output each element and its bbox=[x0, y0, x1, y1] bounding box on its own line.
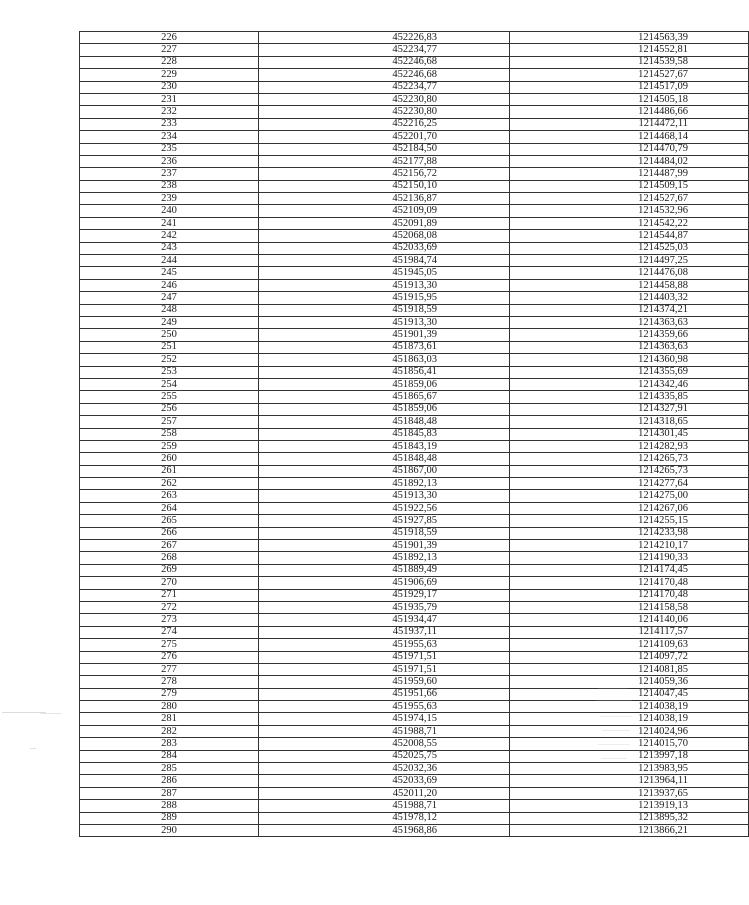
point-number-cell: 279 bbox=[80, 688, 259, 700]
y-coordinate-cell: 1214342,46 bbox=[510, 378, 749, 390]
point-number-cell: 272 bbox=[80, 601, 259, 613]
y-coordinate-cell: 1214472,11 bbox=[510, 118, 749, 130]
x-coordinate-cell: 451951,66 bbox=[259, 688, 510, 700]
x-coordinate-cell: 451892,13 bbox=[259, 478, 510, 490]
x-coordinate-cell: 451848,48 bbox=[259, 416, 510, 428]
x-coordinate-cell: 451913,30 bbox=[259, 279, 510, 291]
point-number-cell: 241 bbox=[80, 217, 259, 229]
x-coordinate-cell: 451955,63 bbox=[259, 639, 510, 651]
table-row bbox=[80, 787, 749, 799]
point-number-cell: 258 bbox=[80, 428, 259, 440]
x-coordinate-cell: 451974,15 bbox=[259, 713, 510, 725]
table-row bbox=[80, 738, 749, 750]
x-coordinate-cell: 451848,48 bbox=[259, 453, 510, 465]
y-coordinate-cell: 1214190,33 bbox=[510, 552, 749, 564]
y-coordinate-cell: 1214532,96 bbox=[510, 205, 749, 217]
x-coordinate-cell: 451906,69 bbox=[259, 577, 510, 589]
table-row bbox=[80, 825, 749, 837]
y-coordinate-cell: 1214517,09 bbox=[510, 81, 749, 93]
x-coordinate-cell: 452011,20 bbox=[259, 787, 510, 799]
table-row bbox=[80, 701, 749, 713]
y-coordinate-cell: 1214487,99 bbox=[510, 168, 749, 180]
x-coordinate-cell: 451945,05 bbox=[259, 267, 510, 279]
table-row bbox=[80, 676, 749, 688]
scan-artifact bbox=[596, 700, 632, 701]
point-number-cell: 290 bbox=[80, 825, 259, 837]
table-row bbox=[80, 515, 749, 527]
scan-artifact bbox=[598, 744, 630, 745]
table-row bbox=[80, 663, 749, 675]
point-number-cell: 249 bbox=[80, 316, 259, 328]
x-coordinate-cell: 451988,71 bbox=[259, 725, 510, 737]
table-row bbox=[80, 725, 749, 737]
table-row bbox=[80, 812, 749, 824]
point-number-cell: 228 bbox=[80, 56, 259, 68]
table-row bbox=[80, 304, 749, 316]
table-row bbox=[80, 775, 749, 787]
y-coordinate-cell: 1214318,65 bbox=[510, 416, 749, 428]
point-number-cell: 270 bbox=[80, 577, 259, 589]
point-number-cell: 237 bbox=[80, 168, 259, 180]
y-coordinate-cell: 1214363,63 bbox=[510, 341, 749, 353]
x-coordinate-cell: 452033,69 bbox=[259, 775, 510, 787]
table-row bbox=[80, 750, 749, 762]
table-row bbox=[80, 453, 749, 465]
y-coordinate-cell: 1214458,88 bbox=[510, 279, 749, 291]
table-row bbox=[80, 378, 749, 390]
x-coordinate-cell: 452246,68 bbox=[259, 69, 510, 81]
point-number-cell: 288 bbox=[80, 800, 259, 812]
table-row bbox=[80, 403, 749, 415]
point-number-cell: 264 bbox=[80, 502, 259, 514]
point-number-cell: 248 bbox=[80, 304, 259, 316]
y-coordinate-cell: 1214509,15 bbox=[510, 180, 749, 192]
table-row bbox=[80, 217, 749, 229]
point-number-cell: 229 bbox=[80, 69, 259, 81]
y-coordinate-cell: 1214525,03 bbox=[510, 242, 749, 254]
x-coordinate-cell: 452234,77 bbox=[259, 81, 510, 93]
point-number-cell: 243 bbox=[80, 242, 259, 254]
x-coordinate-cell: 451892,13 bbox=[259, 552, 510, 564]
y-coordinate-cell: 1214563,39 bbox=[510, 32, 749, 44]
point-number-cell: 275 bbox=[80, 639, 259, 651]
point-number-cell: 227 bbox=[80, 44, 259, 56]
point-number-cell: 276 bbox=[80, 651, 259, 663]
table-row bbox=[80, 44, 749, 56]
point-number-cell: 232 bbox=[80, 106, 259, 118]
point-number-cell: 253 bbox=[80, 366, 259, 378]
x-coordinate-cell: 452008,55 bbox=[259, 738, 510, 750]
table-row bbox=[80, 168, 749, 180]
x-coordinate-cell: 452201,70 bbox=[259, 131, 510, 143]
y-coordinate-cell: 1214275,00 bbox=[510, 490, 749, 502]
x-coordinate-cell: 451915,95 bbox=[259, 292, 510, 304]
y-coordinate-cell: 1214024,96 bbox=[510, 725, 749, 737]
scan-artifact bbox=[40, 713, 62, 714]
x-coordinate-cell: 451901,39 bbox=[259, 329, 510, 341]
point-number-cell: 238 bbox=[80, 180, 259, 192]
point-number-cell: 257 bbox=[80, 416, 259, 428]
y-coordinate-cell: 1214327,91 bbox=[510, 403, 749, 415]
y-coordinate-cell: 1214038,19 bbox=[510, 713, 749, 725]
x-coordinate-cell: 452091,89 bbox=[259, 217, 510, 229]
table-row bbox=[80, 651, 749, 663]
point-number-cell: 263 bbox=[80, 490, 259, 502]
point-number-cell: 256 bbox=[80, 403, 259, 415]
y-coordinate-cell: 1214403,32 bbox=[510, 292, 749, 304]
table-row bbox=[80, 106, 749, 118]
point-number-cell: 246 bbox=[80, 279, 259, 291]
x-coordinate-cell: 451873,61 bbox=[259, 341, 510, 353]
point-number-cell: 268 bbox=[80, 552, 259, 564]
y-coordinate-cell: 1213895,32 bbox=[510, 812, 749, 824]
table-row bbox=[80, 81, 749, 93]
scan-artifact bbox=[600, 716, 632, 717]
point-number-cell: 242 bbox=[80, 230, 259, 242]
y-coordinate-cell: 1214301,45 bbox=[510, 428, 749, 440]
point-number-cell: 239 bbox=[80, 193, 259, 205]
y-coordinate-cell: 1214542,22 bbox=[510, 217, 749, 229]
y-coordinate-cell: 1214255,15 bbox=[510, 515, 749, 527]
table-row bbox=[80, 242, 749, 254]
coordinates-table-body bbox=[80, 32, 749, 837]
y-coordinate-cell: 1214486,66 bbox=[510, 106, 749, 118]
x-coordinate-cell: 451913,30 bbox=[259, 316, 510, 328]
y-coordinate-cell: 1214081,85 bbox=[510, 663, 749, 675]
table-row bbox=[80, 267, 749, 279]
table-row bbox=[80, 564, 749, 576]
point-number-cell: 240 bbox=[80, 205, 259, 217]
table-row bbox=[80, 416, 749, 428]
y-coordinate-cell: 1213919,13 bbox=[510, 800, 749, 812]
table-row bbox=[80, 763, 749, 775]
x-coordinate-cell: 451859,06 bbox=[259, 378, 510, 390]
x-coordinate-cell: 451988,71 bbox=[259, 800, 510, 812]
y-coordinate-cell: 1214544,87 bbox=[510, 230, 749, 242]
y-coordinate-cell: 1214282,93 bbox=[510, 440, 749, 452]
table-row bbox=[80, 391, 749, 403]
y-coordinate-cell: 1214363,63 bbox=[510, 316, 749, 328]
y-coordinate-cell: 1214335,85 bbox=[510, 391, 749, 403]
table-row bbox=[80, 329, 749, 341]
table-row bbox=[80, 428, 749, 440]
y-coordinate-cell: 1214277,64 bbox=[510, 478, 749, 490]
y-coordinate-cell: 1214355,69 bbox=[510, 366, 749, 378]
y-coordinate-cell: 1214374,21 bbox=[510, 304, 749, 316]
point-number-cell: 261 bbox=[80, 465, 259, 477]
y-coordinate-cell: 1214497,25 bbox=[510, 255, 749, 267]
x-coordinate-cell: 451922,56 bbox=[259, 502, 510, 514]
point-number-cell: 235 bbox=[80, 143, 259, 155]
table-row bbox=[80, 639, 749, 651]
point-number-cell: 262 bbox=[80, 478, 259, 490]
y-coordinate-cell: 1213964,11 bbox=[510, 775, 749, 787]
x-coordinate-cell: 452109,09 bbox=[259, 205, 510, 217]
y-coordinate-cell: 1214552,81 bbox=[510, 44, 749, 56]
x-coordinate-cell: 452177,88 bbox=[259, 155, 510, 167]
point-number-cell: 278 bbox=[80, 676, 259, 688]
y-coordinate-cell: 1214059,36 bbox=[510, 676, 749, 688]
point-number-cell: 254 bbox=[80, 378, 259, 390]
table-row bbox=[80, 688, 749, 700]
y-coordinate-cell: 1214527,67 bbox=[510, 193, 749, 205]
point-number-cell: 231 bbox=[80, 93, 259, 105]
x-coordinate-cell: 451959,60 bbox=[259, 676, 510, 688]
x-coordinate-cell: 452226,83 bbox=[259, 32, 510, 44]
point-number-cell: 284 bbox=[80, 750, 259, 762]
x-coordinate-cell: 451927,85 bbox=[259, 515, 510, 527]
table-row bbox=[80, 341, 749, 353]
y-coordinate-cell: 1214267,06 bbox=[510, 502, 749, 514]
point-number-cell: 250 bbox=[80, 329, 259, 341]
table-row bbox=[80, 143, 749, 155]
y-coordinate-cell: 1214265,73 bbox=[510, 465, 749, 477]
y-coordinate-cell: 1214484,02 bbox=[510, 155, 749, 167]
x-coordinate-cell: 451856,41 bbox=[259, 366, 510, 378]
table-row bbox=[80, 316, 749, 328]
table-row bbox=[80, 279, 749, 291]
y-coordinate-cell: 1214170,48 bbox=[510, 577, 749, 589]
x-coordinate-cell: 452184,50 bbox=[259, 143, 510, 155]
y-coordinate-cell: 1213866,21 bbox=[510, 825, 749, 837]
x-coordinate-cell: 451968,86 bbox=[259, 825, 510, 837]
table-row bbox=[80, 193, 749, 205]
x-coordinate-cell: 451971,51 bbox=[259, 651, 510, 663]
y-coordinate-cell: 1214210,17 bbox=[510, 540, 749, 552]
x-coordinate-cell: 451845,83 bbox=[259, 428, 510, 440]
table-row bbox=[80, 552, 749, 564]
point-number-cell: 265 bbox=[80, 515, 259, 527]
point-number-cell: 267 bbox=[80, 540, 259, 552]
table-row bbox=[80, 626, 749, 638]
point-number-cell: 274 bbox=[80, 626, 259, 638]
x-coordinate-cell: 451934,47 bbox=[259, 614, 510, 626]
x-coordinate-cell: 451843,19 bbox=[259, 440, 510, 452]
y-coordinate-cell: 1214505,18 bbox=[510, 93, 749, 105]
table-row bbox=[80, 601, 749, 613]
point-number-cell: 236 bbox=[80, 155, 259, 167]
x-coordinate-cell: 452032,36 bbox=[259, 763, 510, 775]
point-number-cell: 234 bbox=[80, 131, 259, 143]
scan-artifact bbox=[598, 688, 628, 689]
y-coordinate-cell: 1214117,57 bbox=[510, 626, 749, 638]
point-number-cell: 271 bbox=[80, 589, 259, 601]
point-number-cell: 280 bbox=[80, 701, 259, 713]
point-number-cell: 251 bbox=[80, 341, 259, 353]
y-coordinate-cell: 1214233,98 bbox=[510, 527, 749, 539]
x-coordinate-cell: 451913,30 bbox=[259, 490, 510, 502]
point-number-cell: 289 bbox=[80, 812, 259, 824]
point-number-cell: 260 bbox=[80, 453, 259, 465]
x-coordinate-cell: 451935,79 bbox=[259, 601, 510, 613]
table-row bbox=[80, 502, 749, 514]
y-coordinate-cell: 1214097,72 bbox=[510, 651, 749, 663]
table-row bbox=[80, 155, 749, 167]
point-number-cell: 230 bbox=[80, 81, 259, 93]
x-coordinate-cell: 452156,72 bbox=[259, 168, 510, 180]
x-coordinate-cell: 452234,77 bbox=[259, 44, 510, 56]
y-coordinate-cell: 1214047,45 bbox=[510, 688, 749, 700]
x-coordinate-cell: 452216,25 bbox=[259, 118, 510, 130]
point-number-cell: 282 bbox=[80, 725, 259, 737]
x-coordinate-cell: 451867,00 bbox=[259, 465, 510, 477]
table-row bbox=[80, 69, 749, 81]
table-row bbox=[80, 440, 749, 452]
x-coordinate-cell: 452150,10 bbox=[259, 180, 510, 192]
table-row bbox=[80, 32, 749, 44]
y-coordinate-cell: 1214360,98 bbox=[510, 354, 749, 366]
y-coordinate-cell: 1213983,95 bbox=[510, 763, 749, 775]
x-coordinate-cell: 451955,63 bbox=[259, 701, 510, 713]
x-coordinate-cell: 451984,74 bbox=[259, 255, 510, 267]
scan-artifact bbox=[601, 758, 627, 759]
x-coordinate-cell: 452068,08 bbox=[259, 230, 510, 242]
x-coordinate-cell: 451937,11 bbox=[259, 626, 510, 638]
x-coordinate-cell: 451929,17 bbox=[259, 589, 510, 601]
x-coordinate-cell: 452025,75 bbox=[259, 750, 510, 762]
table-row bbox=[80, 614, 749, 626]
point-number-cell: 233 bbox=[80, 118, 259, 130]
y-coordinate-cell: 1214015,70 bbox=[510, 738, 749, 750]
point-number-cell: 283 bbox=[80, 738, 259, 750]
table-row bbox=[80, 527, 749, 539]
y-coordinate-cell: 1214476,08 bbox=[510, 267, 749, 279]
table-row bbox=[80, 180, 749, 192]
point-number-cell: 281 bbox=[80, 713, 259, 725]
x-coordinate-cell: 451889,49 bbox=[259, 564, 510, 576]
table-row bbox=[80, 354, 749, 366]
table-row bbox=[80, 255, 749, 267]
coordinates-table bbox=[79, 31, 749, 837]
x-coordinate-cell: 452136,87 bbox=[259, 193, 510, 205]
x-coordinate-cell: 452033,69 bbox=[259, 242, 510, 254]
x-coordinate-cell: 451918,59 bbox=[259, 304, 510, 316]
point-number-cell: 245 bbox=[80, 267, 259, 279]
table-row bbox=[80, 131, 749, 143]
table-row bbox=[80, 540, 749, 552]
y-coordinate-cell: 1214158,58 bbox=[510, 601, 749, 613]
table-row bbox=[80, 118, 749, 130]
y-coordinate-cell: 1214468,14 bbox=[510, 131, 749, 143]
x-coordinate-cell: 451865,67 bbox=[259, 391, 510, 403]
point-number-cell: 266 bbox=[80, 527, 259, 539]
point-number-cell: 286 bbox=[80, 775, 259, 787]
y-coordinate-cell: 1213997,18 bbox=[510, 750, 749, 762]
table-row bbox=[80, 589, 749, 601]
point-number-cell: 269 bbox=[80, 564, 259, 576]
x-coordinate-cell: 451859,06 bbox=[259, 403, 510, 415]
table-row bbox=[80, 205, 749, 217]
table-row bbox=[80, 230, 749, 242]
x-coordinate-cell: 451863,03 bbox=[259, 354, 510, 366]
table-row bbox=[80, 292, 749, 304]
scan-artifact bbox=[30, 748, 36, 749]
x-coordinate-cell: 451918,59 bbox=[259, 527, 510, 539]
x-coordinate-cell: 451971,51 bbox=[259, 663, 510, 675]
point-number-cell: 247 bbox=[80, 292, 259, 304]
table-row bbox=[80, 478, 749, 490]
y-coordinate-cell: 1214539,58 bbox=[510, 56, 749, 68]
point-number-cell: 244 bbox=[80, 255, 259, 267]
table-row bbox=[80, 93, 749, 105]
x-coordinate-cell: 451901,39 bbox=[259, 540, 510, 552]
x-coordinate-cell: 451978,12 bbox=[259, 812, 510, 824]
x-coordinate-cell: 452230,80 bbox=[259, 106, 510, 118]
table-row bbox=[80, 56, 749, 68]
point-number-cell: 277 bbox=[80, 663, 259, 675]
x-coordinate-cell: 452230,80 bbox=[259, 93, 510, 105]
y-coordinate-cell: 1214170,48 bbox=[510, 589, 749, 601]
table-row bbox=[80, 577, 749, 589]
table-row bbox=[80, 800, 749, 812]
point-number-cell: 226 bbox=[80, 32, 259, 44]
point-number-cell: 259 bbox=[80, 440, 259, 452]
y-coordinate-cell: 1214140,06 bbox=[510, 614, 749, 626]
table-row bbox=[80, 713, 749, 725]
point-number-cell: 252 bbox=[80, 354, 259, 366]
y-coordinate-cell: 1214527,67 bbox=[510, 69, 749, 81]
point-number-cell: 287 bbox=[80, 787, 259, 799]
table-row bbox=[80, 465, 749, 477]
y-coordinate-cell: 1214109,63 bbox=[510, 639, 749, 651]
point-number-cell: 285 bbox=[80, 763, 259, 775]
y-coordinate-cell: 1214038,19 bbox=[510, 701, 749, 713]
x-coordinate-cell: 452246,68 bbox=[259, 56, 510, 68]
y-coordinate-cell: 1214174,45 bbox=[510, 564, 749, 576]
point-number-cell: 255 bbox=[80, 391, 259, 403]
y-coordinate-cell: 1213937,65 bbox=[510, 787, 749, 799]
y-coordinate-cell: 1214265,73 bbox=[510, 453, 749, 465]
table-row bbox=[80, 366, 749, 378]
scan-artifact bbox=[602, 730, 630, 731]
y-coordinate-cell: 1214359,66 bbox=[510, 329, 749, 341]
y-coordinate-cell: 1214470,79 bbox=[510, 143, 749, 155]
table-row bbox=[80, 490, 749, 502]
point-number-cell: 273 bbox=[80, 614, 259, 626]
